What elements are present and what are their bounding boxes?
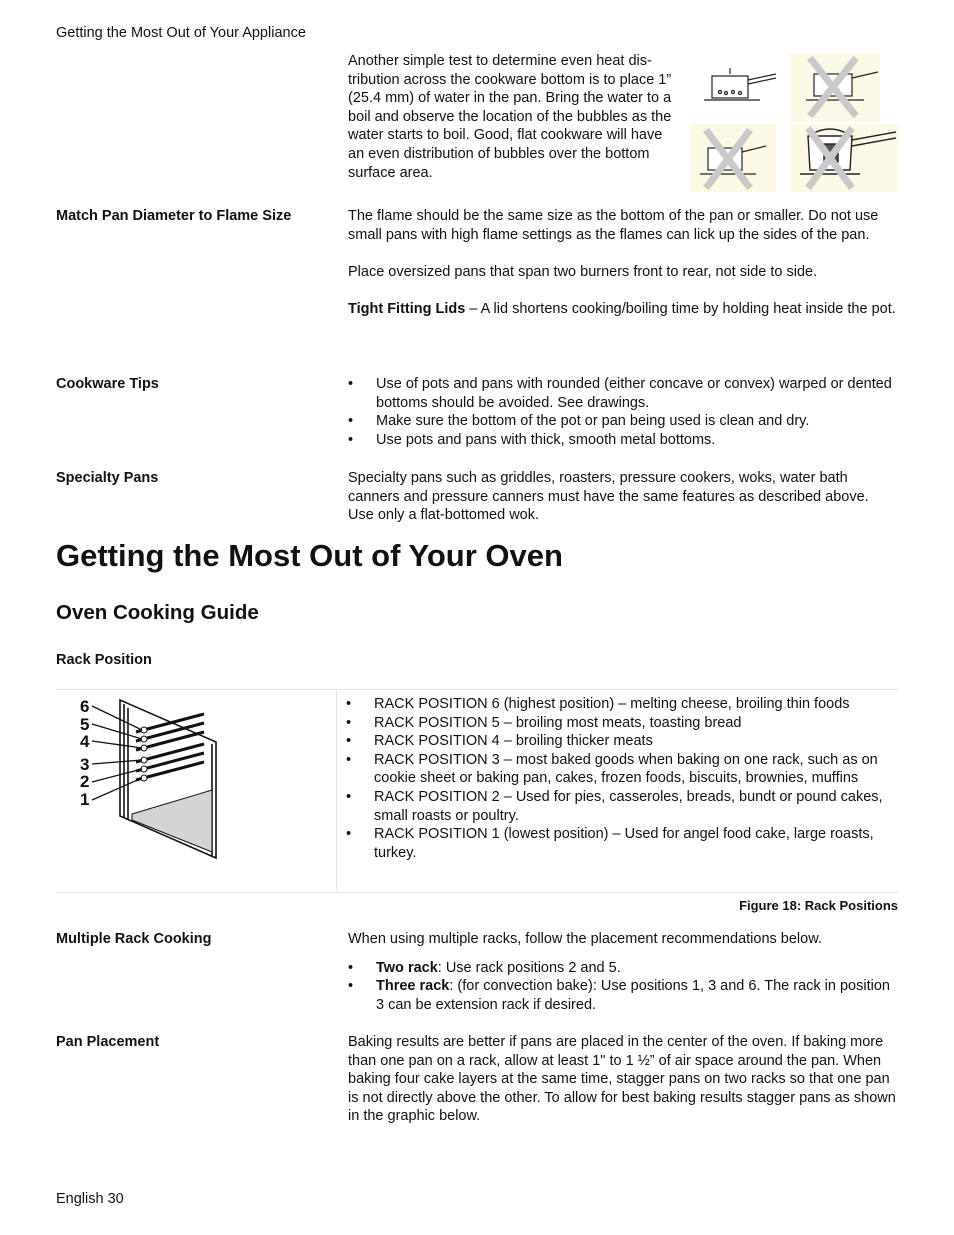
section-heading: Oven Cooking Guide xyxy=(56,601,259,624)
match-pan-body xyxy=(348,207,898,318)
rack-position-body xyxy=(346,695,894,862)
two-rack-text: : Use rack positions 2 and 5. xyxy=(437,959,621,976)
list-item: • RACK POSITION 1 (lowest position) – Used for angel food cake, large roasts, turkey. xyxy=(346,825,894,862)
list-item: • RACK POSITION 5 – broiling most meats, toasting bread xyxy=(346,714,894,733)
rack-number-4: 4 xyxy=(80,732,90,751)
cookware-bubble-test-illustration xyxy=(690,54,898,192)
rack-number-5: 5 xyxy=(80,714,90,734)
tight-lids-paragraph xyxy=(348,300,898,319)
match-pan-paragraph-2: Place oversized pans that span two burners front to rear, not side to side. xyxy=(348,264,818,281)
multiple-rack-body xyxy=(348,930,898,1014)
match-pan-paragraph-1: The flame should be the same size as the bottom of the pan or smaller. Do not use small pans with high flame settings as the flames can lick up the sides of the pan. xyxy=(348,208,879,243)
three-rack-text: : (for convection bake): Use positions 1, 3 and 6. The rack in position 3 can be extension rack if desired. xyxy=(376,978,890,1013)
oven-rack-illustration xyxy=(76,696,226,862)
page-footer: English 30 xyxy=(56,1191,124,1207)
list-item: • RACK POSITION 4 – broiling thicker meats xyxy=(346,732,894,751)
multiple-rack-list xyxy=(348,959,898,1015)
two-rack-label: Two rack xyxy=(376,959,438,976)
pan-placement-paragraph: Baking results are better if pans are placed in the center of the oven. If baking more than one pan on a rack, allow at least 1" to 1 ½” of air space around the pan. When baking four cake layers at the same time, stagger pans on two racks so that one pan is not directly above the other. To allow for best baking results stagger pans as shown in the graphic below. xyxy=(348,1034,896,1125)
oven-cavity-drawing xyxy=(76,696,226,862)
rack-position-list xyxy=(346,695,894,862)
list-item: • RACK POSITION 3 – most baked goods when baking on one rack, such as on cookie sheet or baking pan, cakes, frozen foods, biscuits, brownies, muffins xyxy=(346,751,894,788)
list-item: • Use pots and pans with thick, smooth metal bottoms. xyxy=(348,431,898,450)
list-item: • Use of pots and pans with rounded (either concave or convex) warped or dented bottoms should be avoided. See drawings. xyxy=(348,375,898,412)
list-item xyxy=(348,977,898,1014)
page-title: Getting the Most Out of Your Oven xyxy=(56,538,563,573)
rack-figure-divider xyxy=(336,690,337,891)
tight-lids-heading: Tight Fitting Lids xyxy=(348,300,466,317)
section-label-rack-position: Rack Position xyxy=(56,652,152,668)
section-label-multiple-rack: Multiple Rack Cooking xyxy=(56,931,212,947)
running-header: Getting the Most Out of Your Appliance xyxy=(56,25,306,41)
figure-caption: Figure 18: Rack Positions xyxy=(739,898,898,913)
rack-number-1: 1 xyxy=(80,789,90,809)
specialty-pans-paragraph: Specialty pans such as griddles, roasters, pressure cookers, woks, water bath canners and pressure canners must have the same features as described above. Use only a flat-bottomed wok. xyxy=(348,470,869,524)
section-label-match-pan: Match Pan Diameter to Flame Size xyxy=(56,208,292,224)
list-item: • RACK POSITION 6 (highest position) – melting cheese, broiling thin foods xyxy=(346,695,894,714)
rack-number-3: 3 xyxy=(80,754,90,774)
section-label-cookware-tips: Cookware Tips xyxy=(56,376,159,392)
three-rack-label: Three rack xyxy=(376,978,450,995)
rack-number-6: 6 xyxy=(80,697,90,716)
tight-lids-text: – A lid shortens cooking/boiling time by holding heat inside the pot. xyxy=(465,300,896,317)
boil-test-paragraph: Another simple test to determine even heat dis-tribution across the cookware bottom is to place 1” (25.4 mm) of water in the pan. Bring the water to a boil and observe the location of the bubbles as the water starts to boil. Good, flat cookware will have an even distribution of bubbles over the bottom surface area. xyxy=(348,53,672,181)
section-label-pan-placement: Pan Placement xyxy=(56,1034,160,1050)
list-item: • Make sure the bottom of the pot or pan being used is clean and dry. xyxy=(348,412,898,431)
cookware-tips-body xyxy=(348,375,898,449)
section-label-specialty-pans: Specialty Pans xyxy=(56,470,159,486)
cookware-drawings xyxy=(690,54,898,192)
list-item xyxy=(348,959,898,978)
list-item: • RACK POSITION 2 – Used for pies, casseroles, breads, bundt or pound cakes, small roasts or poultry. xyxy=(346,788,894,825)
cookware-tips-list xyxy=(348,375,898,449)
multiple-rack-intro: When using multiple racks, follow the placement recommendations below. xyxy=(348,931,822,947)
rack-number-2: 2 xyxy=(80,772,90,791)
